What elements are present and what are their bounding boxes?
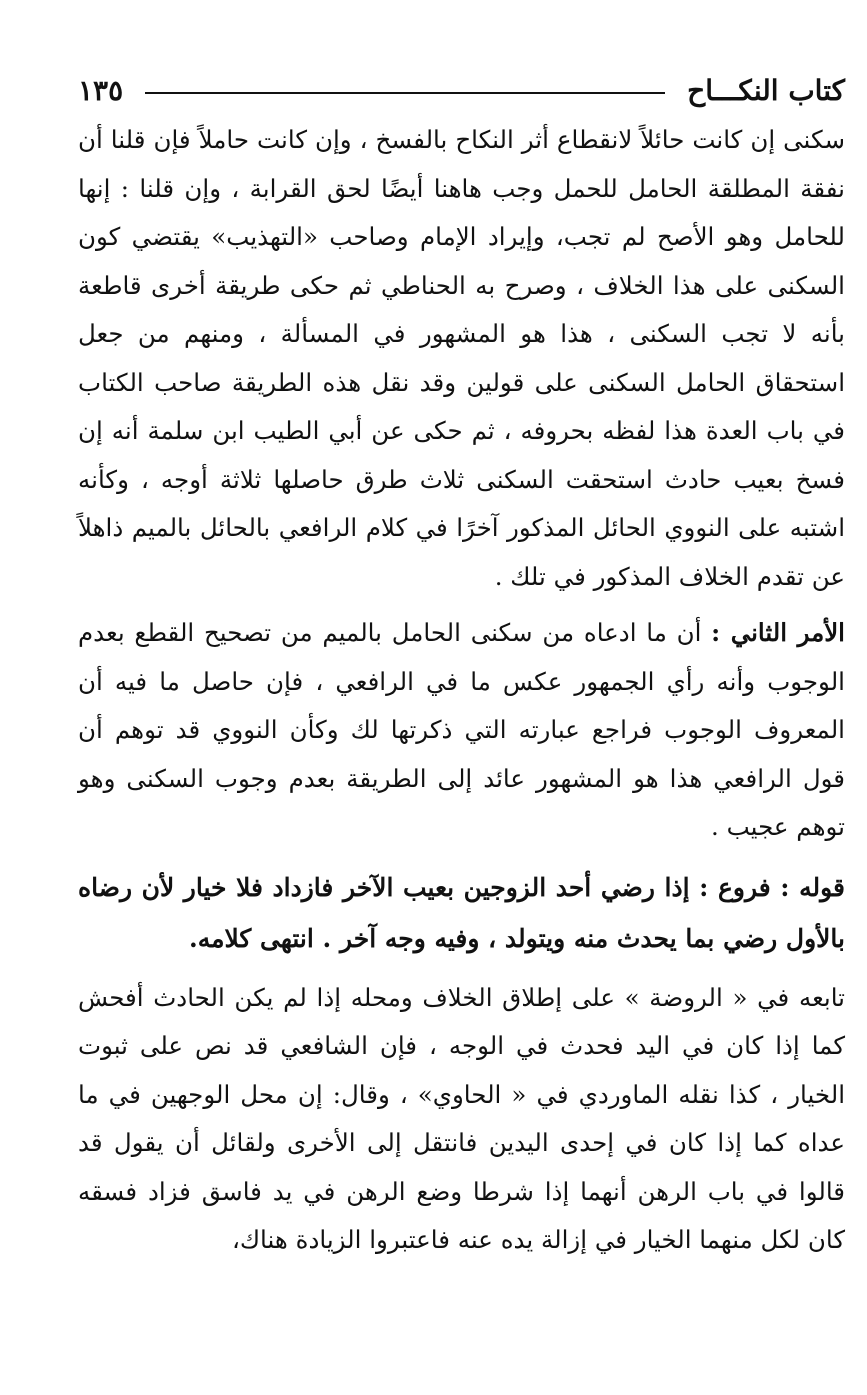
running-header <box>78 66 845 114</box>
paragraph-1: سكنى إن كانت حائلاً لانقطاع أثر النكاح بالفسخ ، وإن كانت حاملاً فإن قلنا أن نفقة المطلقة الحامل للحمل وجب هاهنا أيضًا لحق القرابة ، وإن قلنا : إنها للحامل وهو الأصح لم تجب، وإيراد الإمام وصاحب «التهذيب» يقتضي كون السكنى على هذا الخلاف ، وصرح به الحناطي ثم حكى طريقة أخرى قاطعة بأنه لا تجب السكنى ، هذا هو المشهور في المسألة ، ومنهم من جعل استحقاق الحامل السكنى على قولين وقد نقل هذه الطريقة صاحب الكتاب في باب العدة هذا لفظه بحروفه ، ثم حكى عن أبي الطيب ابن سلمة أنه إن فسخ بعيب حادث استحقت السكنى ثلاث طرق حاصلها ثلاثة أوجه ، وكأنه اشتبه على النووي الحائل المذكور آخرًا في كلام الرافعي بالحائل بالميم ذاهلاً عن تقدم الخلاف المذكور في تلك . <box>78 125 845 591</box>
quoted-passage: قوله : فروع : إذا رضي أحد الزوجين بعيب الآخر فازداد فلا خيار لأن رضاه بالأول رضي بما يحدث منه ويتولد ، وفيه وجه آخر . انتهى كلامه. <box>78 872 845 953</box>
paragraph-2-lead: الأمر الثاني : <box>711 618 845 647</box>
paragraph-3: تابعه في « الروضة » على إطلاق الخلاف ومحله إذا لم يكن الحادث أفحش كما إذا كان في اليد فحدث في الوجه ، فإن الشافعي قد نص على ثبوت الخيار ، كذا نقله الماوردي في « الحاوي» ، وقال: إن محل الوجهين في ما عداه كما إذا كان في إحدى اليدين فانتقل إلى الأخرى ولقائل أن يقول قد قالوا في باب الرهن أنهما إذا شرطا وضع الرهن في يد فاسق فزاد فسقه كان لكل منهما الخيار في إزالة يده عنه فاعتبروا الزيادة هناك، <box>78 982 845 1254</box>
book-page <box>78 66 845 1265</box>
paragraph-2-text: أن ما ادعاه من سكنى الحامل بالميم من تصحيح القطع بعدم الوجوب وأنه رأي الجمهور عكس ما في الرافعي ، فإن حاصل ما فيه أن المعروف الوجوب فراجع عبارته التي ذكرتها لك وكأن النووي قد توهم أن قول الرافعي هذا هو المشهور عائد إلى الطريقة بعدم وجوب السكنى وهو توهم عجيب . <box>78 618 845 841</box>
book-title: كتاب النكـــاح <box>687 73 845 107</box>
page-number: ١٣٥ <box>78 73 124 107</box>
paragraph-2 <box>78 609 845 852</box>
header-divider <box>145 92 665 94</box>
